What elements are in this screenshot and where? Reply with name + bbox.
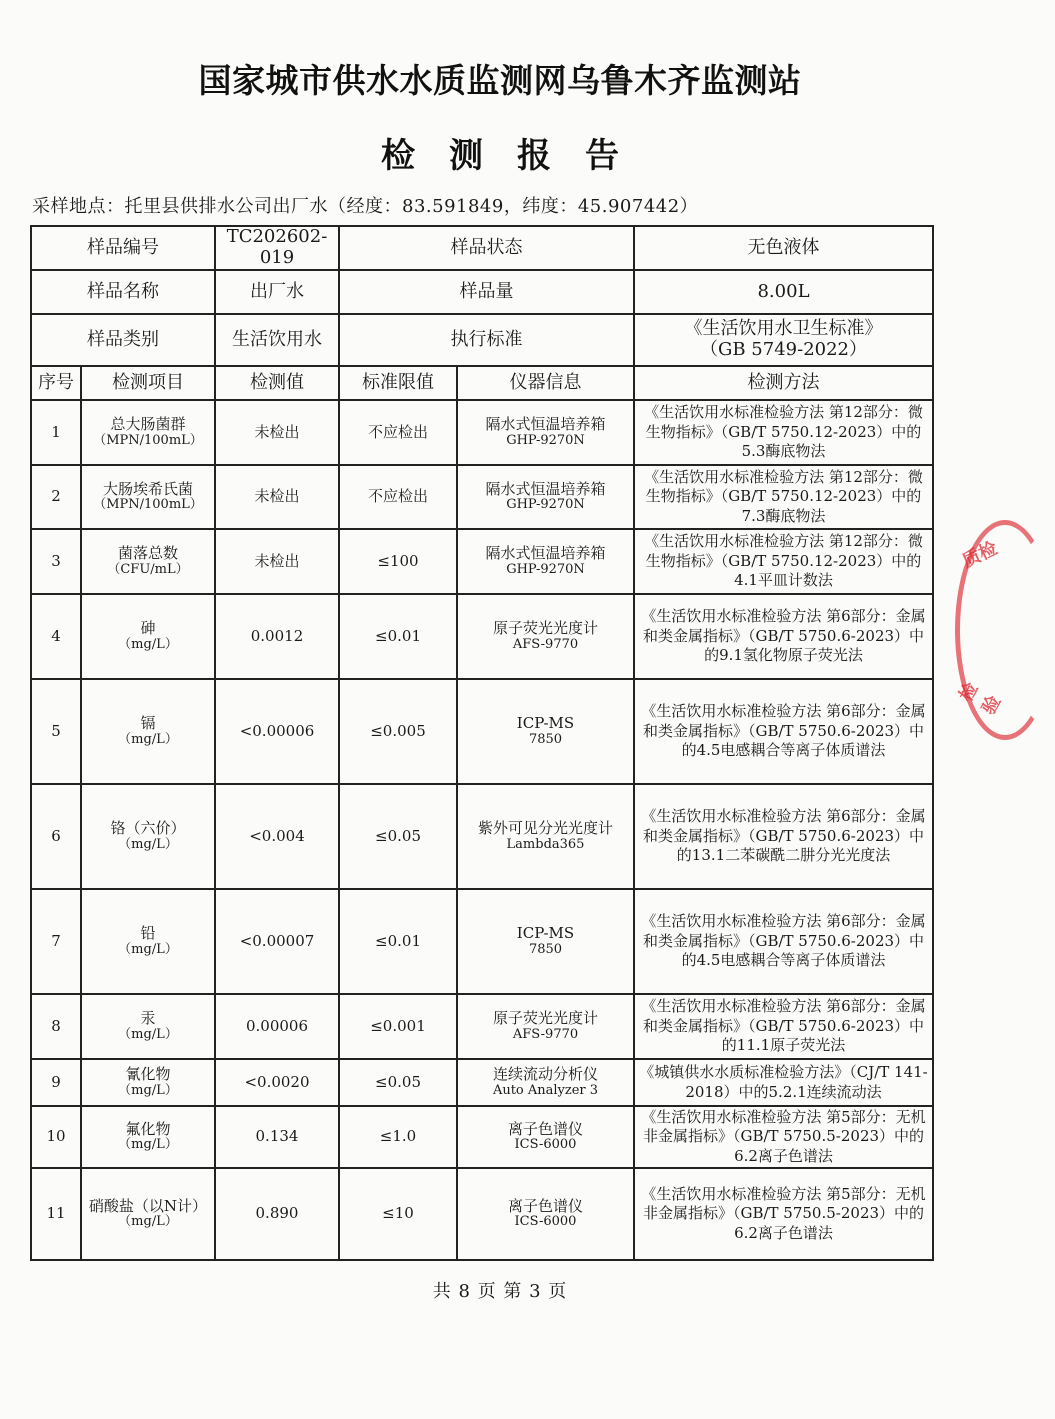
organization-title: 国家城市供水水质监测网乌鲁木齐监测站 — [198, 61, 802, 100]
test-item — [81, 784, 215, 889]
sample-type-value: 生活饮用水 — [215, 314, 339, 366]
row-number: 4 — [31, 594, 81, 679]
sample-name-label: 样品名称 — [31, 270, 215, 314]
test-method: 《生活饮用水标准检验方法 第12部分：微生物指标》（GB/T 5750.12-2023）中的7.3酶底物法 — [634, 465, 933, 529]
test-item-name: 氟化物 — [125, 1119, 171, 1138]
sample-id-label: 样品编号 — [31, 226, 215, 270]
instrument-name: ICP-MS — [516, 924, 575, 943]
test-method: 《生活饮用水标准检验方法 第5部分：无机非金属指标》（GB/T 5750.5-2023）中的6.2离子色谱法 — [634, 1168, 933, 1260]
instrument-name: 隔水式恒温培养箱 — [485, 544, 606, 563]
sample-amount-value: 8.00L — [634, 270, 933, 314]
standard-limit: 不应检出 — [339, 465, 457, 529]
measured-value: 0.00006 — [215, 994, 339, 1059]
test-item — [81, 679, 215, 784]
column-header-limit: 标准限值 — [339, 366, 457, 400]
instrument-model: Lambda365 — [506, 836, 585, 852]
measured-value: <0.0020 — [215, 1059, 339, 1106]
standard-value — [634, 314, 933, 366]
sample-type-label: 样品类别 — [31, 314, 215, 366]
table-row — [31, 529, 933, 594]
column-header-value: 检测值 — [215, 366, 339, 400]
row-number: 9 — [31, 1059, 81, 1106]
instrument-name: 隔水式恒温培养箱 — [485, 415, 606, 434]
row-number: 6 — [31, 784, 81, 889]
row-number: 11 — [31, 1168, 81, 1260]
table-row — [31, 784, 933, 889]
instrument-info — [457, 1059, 634, 1106]
test-item — [81, 1059, 215, 1106]
column-header-instrument: 仪器信息 — [457, 366, 634, 400]
test-item-name: 菌落总数 — [117, 544, 178, 563]
test-item — [81, 400, 215, 465]
test-method: 《生活饮用水标准检验方法 第6部分：金属和类金属指标》（GB/T 5750.6-2023）中的9.1氢化物原子荧光法 — [634, 594, 933, 679]
standard-label: 执行标准 — [339, 314, 634, 366]
table-row — [31, 1168, 933, 1260]
measured-value: 未检出 — [215, 529, 339, 594]
test-method: 《生活饮用水标准检验方法 第6部分：金属和类金属指标》（GB/T 5750.6-2023）中的4.5电感耦合等离子体质谱法 — [634, 679, 933, 784]
instrument-model: GHP-9270N — [506, 432, 585, 448]
row-number: 3 — [31, 529, 81, 594]
test-item-unit: （mg/L） — [118, 636, 178, 652]
sample-id-value: TC202602-019 — [215, 226, 339, 270]
test-item-unit: （mg/L） — [118, 1137, 178, 1153]
test-item — [81, 1106, 215, 1168]
test-item-unit: （mg/L） — [118, 1214, 178, 1230]
measured-value: <0.004 — [215, 784, 339, 889]
page-number: 共 8 页 第 3 页 — [432, 1281, 568, 1302]
test-item — [81, 465, 215, 529]
test-item-unit: （MPN/100mL） — [93, 432, 203, 448]
standard-limit: ≤1.0 — [339, 1106, 457, 1168]
row-number: 7 — [31, 889, 81, 994]
table-row — [31, 679, 933, 784]
column-header-no: 序号 — [31, 366, 81, 400]
test-item-name: 砷 — [140, 619, 156, 638]
table-row — [31, 994, 933, 1059]
test-item-unit: （mg/L） — [118, 1082, 178, 1098]
test-item-unit: （CFU/mL） — [107, 561, 189, 577]
standard-name: 《生活饮用水卫生标准》 — [684, 318, 883, 340]
test-item-name: 镉 — [140, 714, 156, 733]
instrument-info — [457, 400, 634, 465]
test-method: 《生活饮用水标准检验方法 第6部分：金属和类金属指标》（GB/T 5750.6-2023）中的4.5电感耦合等离子体质谱法 — [634, 889, 933, 994]
instrument-model: Auto Analyzer 3 — [492, 1082, 599, 1098]
instrument-model: AFS-9770 — [512, 1026, 579, 1042]
test-method: 《生活饮用水标准检验方法 第6部分：金属和类金属指标》（GB/T 5750.6-2023）中的13.1二苯碳酰二肼分光光度法 — [634, 784, 933, 889]
test-item — [81, 1168, 215, 1260]
instrument-model: AFS-9770 — [512, 636, 579, 652]
test-item-name: 硝酸盐（以N计） — [88, 1196, 208, 1215]
standard-limit: ≤0.05 — [339, 1059, 457, 1106]
stamp-seal-text-bottom: 检验 — [955, 679, 1006, 719]
instrument-info — [457, 594, 634, 679]
test-method: 《生活饮用水标准检验方法 第12部分：微生物指标》（GB/T 5750.12-2023）中的5.3酶底物法 — [634, 400, 933, 465]
report-table — [30, 225, 934, 1261]
test-item-unit: （mg/L） — [118, 1026, 178, 1042]
table-row — [31, 400, 933, 465]
table-row — [31, 594, 933, 679]
test-item-name: 大肠埃希氏菌 — [102, 479, 193, 498]
instrument-model: ICS-6000 — [514, 1214, 577, 1230]
table-row — [31, 465, 933, 529]
sample-state-label: 样品状态 — [339, 226, 634, 270]
test-item-name: 铅 — [140, 924, 156, 943]
row-number: 1 — [31, 400, 81, 465]
column-header-item: 检测项目 — [81, 366, 215, 400]
instrument-name: 原子荧光光度计 — [492, 1009, 598, 1028]
instrument-model: GHP-9270N — [506, 497, 585, 513]
test-item-unit: （MPN/100mL） — [93, 497, 203, 513]
instrument-info — [457, 784, 634, 889]
test-item — [81, 594, 215, 679]
row-number: 10 — [31, 1106, 81, 1168]
instrument-name: 连续流动分析仪 — [492, 1065, 598, 1084]
stamp-seal-text-top: 质检 — [959, 537, 1001, 573]
instrument-info — [457, 994, 634, 1059]
instrument-name: 离子色谱仪 — [507, 1196, 583, 1215]
instrument-name: 紫外可见分光光度计 — [477, 819, 613, 838]
test-item-name: 铬（六价） — [110, 819, 186, 838]
test-item — [81, 529, 215, 594]
test-item-name: 氰化物 — [125, 1065, 171, 1084]
measured-value: 未检出 — [215, 400, 339, 465]
test-item — [81, 994, 215, 1059]
standard-limit: ≤0.01 — [339, 889, 457, 994]
measured-value: 0.134 — [215, 1106, 339, 1168]
test-item-unit: （mg/L） — [118, 731, 178, 747]
standard-limit: 不应检出 — [339, 400, 457, 465]
test-item-unit: （mg/L） — [118, 941, 178, 957]
test-item-unit: （mg/L） — [118, 836, 178, 852]
sample-state-value: 无色液体 — [634, 226, 933, 270]
instrument-info — [457, 529, 634, 594]
measured-value: <0.00007 — [215, 889, 339, 994]
standard-code: （GB 5749-2022） — [699, 339, 868, 360]
test-item-name: 汞 — [140, 1009, 156, 1028]
standard-limit: ≤0.05 — [339, 784, 457, 889]
instrument-name: 离子色谱仪 — [507, 1119, 583, 1138]
table-row — [31, 1106, 933, 1168]
instrument-model: ICS-6000 — [514, 1137, 577, 1153]
instrument-model: GHP-9270N — [506, 561, 585, 577]
test-item — [81, 889, 215, 994]
measured-value: 未检出 — [215, 465, 339, 529]
measured-value: 0.0012 — [215, 594, 339, 679]
test-method: 《生活饮用水标准检验方法 第6部分：金属和类金属指标》（GB/T 5750.6-2023）中的11.1原子荧光法 — [634, 994, 933, 1059]
instrument-info — [457, 1106, 634, 1168]
test-item-name: 总大肠菌群 — [110, 415, 186, 434]
row-number: 5 — [31, 679, 81, 784]
standard-limit: ≤0.001 — [339, 994, 457, 1059]
instrument-info — [457, 1168, 634, 1260]
test-method: 《生活饮用水标准检验方法 第5部分：无机非金属指标》（GB/T 5750.5-2023）中的6.2离子色谱法 — [634, 1106, 933, 1168]
instrument-model: 7850 — [528, 731, 563, 747]
instrument-name: ICP-MS — [516, 714, 575, 733]
instrument-info — [457, 679, 634, 784]
column-header-method: 检测方法 — [634, 366, 933, 400]
instrument-name: 隔水式恒温培养箱 — [485, 479, 606, 498]
standard-limit: ≤100 — [339, 529, 457, 594]
instrument-info — [457, 889, 634, 994]
row-number: 2 — [31, 465, 81, 529]
table-row — [31, 889, 933, 994]
instrument-model: 7850 — [528, 941, 563, 957]
sampling-location: 采样地点：托里县供排水公司出厂水（经度：83.591849，纬度：45.907442） — [32, 196, 699, 217]
measured-value: <0.00006 — [215, 679, 339, 784]
table-row — [31, 1059, 933, 1106]
report-title: 检测报告 — [381, 136, 653, 176]
instrument-info — [457, 465, 634, 529]
sample-name-value: 出厂水 — [215, 270, 339, 314]
measured-value: 0.890 — [215, 1168, 339, 1260]
column-header-row — [31, 366, 933, 400]
test-method: 《城镇供水水质标准检验方法》（CJ/T 141-2018）中的5.2.1连续流动法 — [634, 1059, 933, 1106]
standard-limit: ≤10 — [339, 1168, 457, 1260]
sample-amount-label: 样品量 — [339, 270, 634, 314]
test-method: 《生活饮用水标准检验方法 第12部分：微生物指标》（GB/T 5750.12-2023）中的4.1平皿计数法 — [634, 529, 933, 594]
row-number: 8 — [31, 994, 81, 1059]
instrument-name: 原子荧光光度计 — [492, 619, 598, 638]
standard-limit: ≤0.005 — [339, 679, 457, 784]
standard-limit: ≤0.01 — [339, 594, 457, 679]
